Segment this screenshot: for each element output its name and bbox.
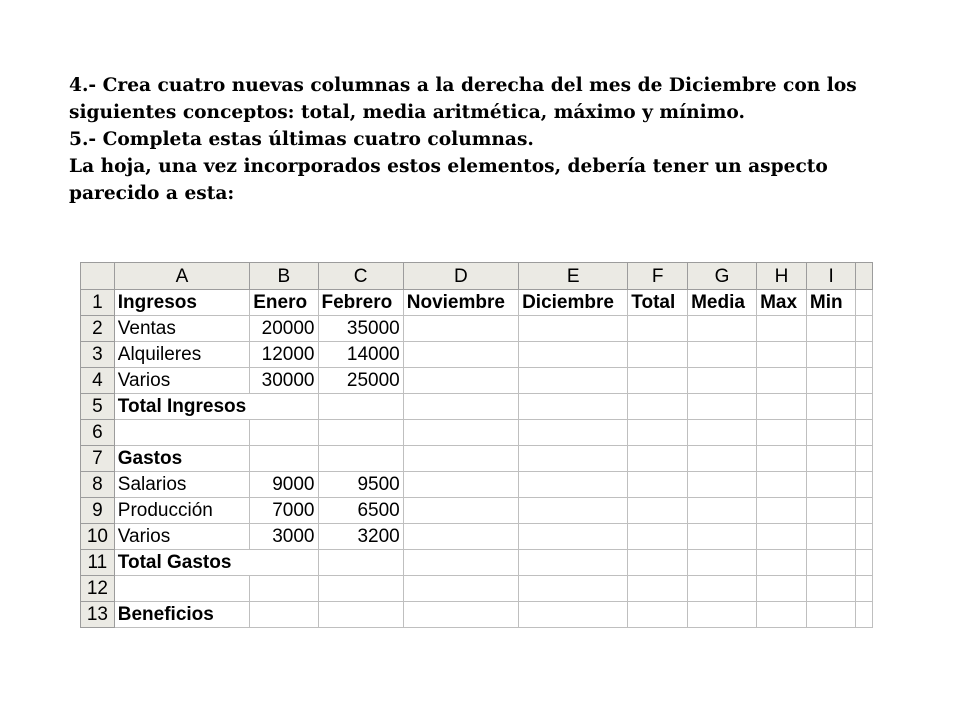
cell-b11[interactable] [250, 550, 318, 576]
cell-g8[interactable] [688, 472, 757, 498]
cell-i13[interactable] [806, 602, 855, 628]
instruction-4: 4.- Crea cuatro nuevas columnas a la derecha del mes de Diciembre con los siguientes conceptos: total, media aritmética, máximo y mínimo. [69, 75, 857, 123]
cell-c4[interactable]: 25000 [318, 368, 403, 394]
row-header[interactable]: 7 [81, 446, 115, 472]
row-header[interactable]: 10 [81, 524, 115, 550]
cell-e12[interactable] [519, 576, 628, 602]
cell-next-column[interactable] [856, 368, 873, 394]
cell-a13[interactable]: Beneficios [114, 602, 249, 628]
cell-c3[interactable]: 14000 [318, 342, 403, 368]
cell-d11[interactable] [403, 550, 518, 576]
row-header[interactable]: 1 [81, 290, 115, 316]
cell-g6[interactable] [688, 420, 757, 446]
cell-e10[interactable] [519, 524, 628, 550]
cell-b3[interactable]: 12000 [250, 342, 318, 368]
cell-c1[interactable]: Febrero [318, 290, 403, 316]
column-header-f[interactable]: F [628, 263, 688, 290]
cell-a8[interactable]: Salarios [114, 472, 249, 498]
cell-e2[interactable] [519, 316, 628, 342]
column-header-h[interactable]: H [757, 263, 807, 290]
cell-i3[interactable] [806, 342, 855, 368]
cell-a1[interactable]: Ingresos [114, 290, 249, 316]
cell-a5[interactable]: Total Ingresos [114, 394, 249, 420]
column-header-i[interactable]: I [806, 263, 855, 290]
cell-i5[interactable] [806, 394, 855, 420]
cell-next-column[interactable] [856, 316, 873, 342]
cell-next-column[interactable] [856, 472, 873, 498]
column-header-c[interactable]: C [318, 263, 403, 290]
cell-d5[interactable] [403, 394, 518, 420]
row-header[interactable]: 2 [81, 316, 115, 342]
cell-i7[interactable] [806, 446, 855, 472]
table-row [81, 524, 873, 550]
table-row [81, 368, 873, 394]
cell-g2[interactable] [688, 316, 757, 342]
table-row [81, 550, 873, 576]
row-header[interactable]: 3 [81, 342, 115, 368]
cell-e9[interactable] [519, 498, 628, 524]
column-header-g[interactable]: G [688, 263, 757, 290]
cell-b8[interactable]: 9000 [250, 472, 318, 498]
spreadsheet-grid [80, 262, 873, 628]
cell-f11[interactable] [628, 550, 688, 576]
cell-e8[interactable] [519, 472, 628, 498]
cell-g9[interactable] [688, 498, 757, 524]
cell-i4[interactable] [806, 368, 855, 394]
cell-h8[interactable] [757, 472, 807, 498]
cell-h9[interactable] [757, 498, 807, 524]
cell-a6[interactable] [114, 420, 249, 446]
cell-e4[interactable] [519, 368, 628, 394]
cell-b2[interactable]: 20000 [250, 316, 318, 342]
cell-h13[interactable] [757, 602, 807, 628]
cell-g3[interactable] [688, 342, 757, 368]
cell-i11[interactable] [806, 550, 855, 576]
row-header[interactable]: 12 [81, 576, 115, 602]
cell-c12[interactable] [318, 576, 403, 602]
table-row [81, 420, 873, 446]
cell-next-column[interactable] [856, 394, 873, 420]
cell-f9[interactable] [628, 498, 688, 524]
table-row [81, 472, 873, 498]
cell-g11[interactable] [688, 550, 757, 576]
column-header-e[interactable]: E [519, 263, 628, 290]
cell-a11[interactable]: Total Gastos [114, 550, 249, 576]
cell-h5[interactable] [757, 394, 807, 420]
cell-next-column[interactable] [856, 524, 873, 550]
cell-d3[interactable] [403, 342, 518, 368]
cell-f13[interactable] [628, 602, 688, 628]
cell-e6[interactable] [519, 420, 628, 446]
cell-f6[interactable] [628, 420, 688, 446]
cell-h11[interactable] [757, 550, 807, 576]
cell-f1[interactable]: Total [628, 290, 688, 316]
row-header[interactable]: 5 [81, 394, 115, 420]
cell-g1[interactable]: Media [688, 290, 757, 316]
column-header-row [81, 263, 873, 290]
table-row [81, 576, 873, 602]
cell-c7[interactable] [318, 446, 403, 472]
table-row [81, 290, 873, 316]
instructions-text [69, 72, 899, 207]
cell-a12[interactable] [114, 576, 249, 602]
cell-b7[interactable] [250, 446, 318, 472]
cell-e7[interactable] [519, 446, 628, 472]
cell-h12[interactable] [757, 576, 807, 602]
cell-b1[interactable]: Enero [250, 290, 318, 316]
cell-g4[interactable] [688, 368, 757, 394]
instruction-note: La hoja, una vez incorporados estos elementos, debería tener un aspecto parecido a esta: [69, 156, 828, 204]
cell-i12[interactable] [806, 576, 855, 602]
cell-c8[interactable]: 9500 [318, 472, 403, 498]
cell-g5[interactable] [688, 394, 757, 420]
table-row [81, 446, 873, 472]
table-row [81, 342, 873, 368]
cell-c9[interactable]: 6500 [318, 498, 403, 524]
cell-d7[interactable] [403, 446, 518, 472]
column-header-next[interactable] [856, 263, 873, 290]
row-header[interactable]: 4 [81, 368, 115, 394]
row-header[interactable]: 9 [81, 498, 115, 524]
cell-b9[interactable]: 7000 [250, 498, 318, 524]
cell-b10[interactable]: 3000 [250, 524, 318, 550]
cell-next-column[interactable] [856, 576, 873, 602]
cell-d4[interactable] [403, 368, 518, 394]
cell-d6[interactable] [403, 420, 518, 446]
cell-b6[interactable] [250, 420, 318, 446]
cell-a10[interactable]: Varios [114, 524, 249, 550]
row-header[interactable]: 11 [81, 550, 115, 576]
cell-g10[interactable] [688, 524, 757, 550]
cell-next-column[interactable] [856, 550, 873, 576]
cell-g12[interactable] [688, 576, 757, 602]
cell-d12[interactable] [403, 576, 518, 602]
cell-g7[interactable] [688, 446, 757, 472]
cell-c6[interactable] [318, 420, 403, 446]
cell-c5[interactable] [318, 394, 403, 420]
cell-d2[interactable] [403, 316, 518, 342]
cell-f12[interactable] [628, 576, 688, 602]
cell-next-column[interactable] [856, 498, 873, 524]
cell-f8[interactable] [628, 472, 688, 498]
spreadsheet-screenshot [80, 262, 873, 643]
cell-a3[interactable]: Alquileres [114, 342, 249, 368]
cell-f4[interactable] [628, 368, 688, 394]
cell-h3[interactable] [757, 342, 807, 368]
cell-f7[interactable] [628, 446, 688, 472]
cell-c13[interactable] [318, 602, 403, 628]
cell-i10[interactable] [806, 524, 855, 550]
cell-d9[interactable] [403, 498, 518, 524]
table-row [81, 394, 873, 420]
select-all-corner[interactable] [81, 263, 115, 290]
cell-a4[interactable]: Varios [114, 368, 249, 394]
cell-f10[interactable] [628, 524, 688, 550]
cell-i1[interactable]: Min [806, 290, 855, 316]
cell-h6[interactable] [757, 420, 807, 446]
cell-i6[interactable] [806, 420, 855, 446]
cell-h10[interactable] [757, 524, 807, 550]
cell-c10[interactable]: 3200 [318, 524, 403, 550]
cell-next-column[interactable] [856, 420, 873, 446]
column-header-d[interactable]: D [403, 263, 518, 290]
cell-c2[interactable]: 35000 [318, 316, 403, 342]
cell-d8[interactable] [403, 472, 518, 498]
column-header-b[interactable]: B [250, 263, 318, 290]
table-row [81, 498, 873, 524]
cell-d1[interactable]: Noviembre [403, 290, 518, 316]
cell-b4[interactable]: 30000 [250, 368, 318, 394]
cell-h7[interactable] [757, 446, 807, 472]
cell-next-column[interactable] [856, 446, 873, 472]
cell-i2[interactable] [806, 316, 855, 342]
cell-a7[interactable]: Gastos [114, 446, 249, 472]
cell-e11[interactable] [519, 550, 628, 576]
cell-next-column[interactable] [856, 290, 873, 316]
cell-e3[interactable] [519, 342, 628, 368]
cell-d10[interactable] [403, 524, 518, 550]
cell-e13[interactable] [519, 602, 628, 628]
cell-b12[interactable] [250, 576, 318, 602]
row-header[interactable]: 6 [81, 420, 115, 446]
cell-b13[interactable] [250, 602, 318, 628]
column-header-a[interactable]: A [114, 263, 249, 290]
instruction-5: 5.- Completa estas últimas cuatro columnas. [69, 129, 534, 150]
cell-a2[interactable]: Ventas [114, 316, 249, 342]
row-header[interactable]: 8 [81, 472, 115, 498]
cell-d13[interactable] [403, 602, 518, 628]
cell-f2[interactable] [628, 316, 688, 342]
cell-next-column[interactable] [856, 602, 873, 628]
row-header[interactable]: 13 [81, 602, 115, 628]
table-row [81, 316, 873, 342]
cell-b5[interactable] [250, 394, 318, 420]
cell-f3[interactable] [628, 342, 688, 368]
table-row [81, 602, 873, 628]
cell-next-column[interactable] [856, 342, 873, 368]
cell-e5[interactable] [519, 394, 628, 420]
cell-i9[interactable] [806, 498, 855, 524]
cell-e1[interactable]: Diciembre [519, 290, 628, 316]
cell-i8[interactable] [806, 472, 855, 498]
cell-g13[interactable] [688, 602, 757, 628]
cell-h4[interactable] [757, 368, 807, 394]
cell-f5[interactable] [628, 394, 688, 420]
cell-a9[interactable]: Producción [114, 498, 249, 524]
cell-h2[interactable] [757, 316, 807, 342]
cell-h1[interactable]: Max [757, 290, 807, 316]
cell-c11[interactable] [318, 550, 403, 576]
